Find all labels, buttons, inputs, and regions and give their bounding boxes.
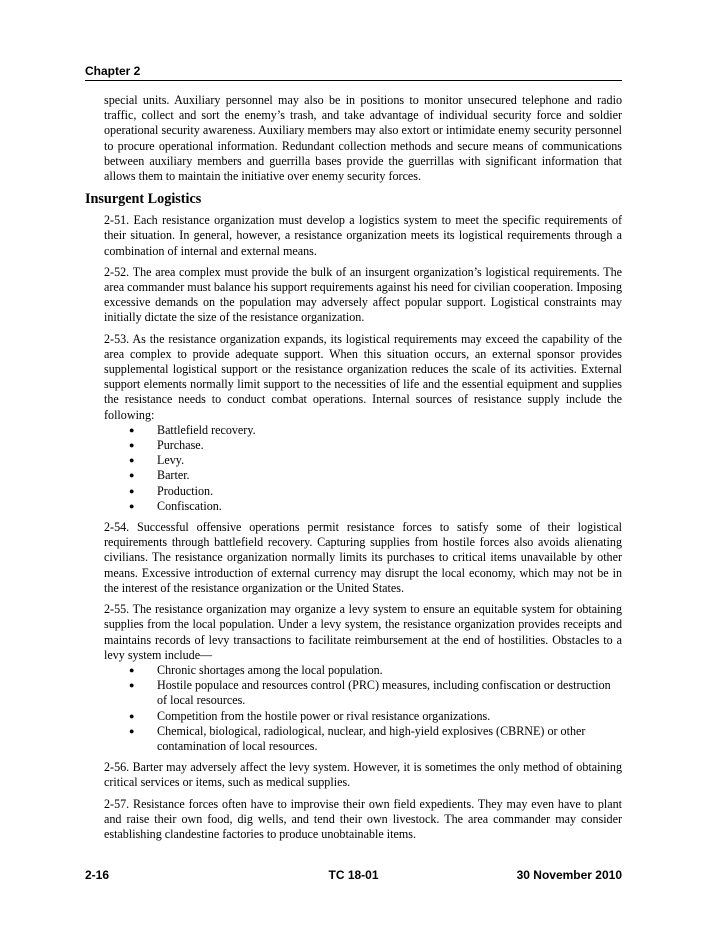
paragraph-2-57: 2-57. Resistance forces often have to improvise their own field expedients. They may even have to plant and raise their own food, dig wells, and tend their own livestock. The area commander may consider establishing clandestine factories to produce unobtainable items. — [104, 796, 622, 841]
chapter-label: Chapter 2 — [85, 64, 141, 78]
list-item: ● Purchase. — [104, 438, 622, 453]
list-item: ● Confiscation. — [104, 499, 622, 514]
list-item: ● Chronic shortages among the local population. — [104, 663, 622, 678]
intro-paragraph: special units. Auxiliary personnel may also be in positions to monitor unsecured telephone and radio traffic, collect and sort the enemy’s trash, and take advantage of individual security force and soldier operational security awareness. Auxiliary members may also extort or intimidate enemy security personnel to procure operational information. Redundant collection methods and secure means of communications between auxiliary members and guerrilla bases provide the guerrillas with significant information that allows them to maintain the initiative over enemy security forces. — [104, 93, 622, 184]
section-heading: Insurgent Logistics — [85, 191, 202, 208]
supply-sources-list — [104, 423, 622, 514]
paragraph-2-53: 2-53. As the resistance organization expands, its logistical requirements may exceed the capability of the area complex to provide adequate support. When this situation occurs, an external sponsor provides supplemental logistical support or the resistance organization reduces the scale of its activities. External support elements normally limit support to the necessities of life and the essential equipment and supplies the resistance needs to conduct combat operations. Internal sources of resistance supply include the following: — [104, 331, 622, 422]
paragraph-2-54: 2-54. Successful offensive operations permit resistance forces to satisfy some of their logistical requirements through battlefield recovery. Capturing supplies from hostile forces also avoids alienating civilians. The resistance organization normally limits its purchases to critical items unavailable by other means. Excessive introduction of external currency may disrupt the local economy, which may not be in the interest of the resistance organization or the United States. — [104, 520, 622, 595]
page-number: 2-16 — [85, 868, 110, 882]
paragraph-2-51: 2-51. Each resistance organization must develop a logistics system to meet the specific requirements of their situation. In general, however, a resistance organization meets its logistical requirements through a combination of internal and external means. — [104, 213, 622, 258]
list-item: ● Hostile populace and resources control (PRC) measures, including confiscation or destruction of local resources. — [104, 678, 622, 708]
list-item: ● Production. — [104, 484, 622, 499]
list-item: ● Battlefield recovery. — [104, 423, 622, 438]
paragraph-2-56: 2-56. Barter may adversely affect the levy system. However, it is sometimes the only method of obtaining critical services or items, such as medical supplies. — [104, 760, 622, 790]
running-header — [85, 64, 622, 81]
paragraph-2-55: 2-55. The resistance organization may organize a levy system to ensure an equitable system for obtaining supplies from the local population. Under a levy system, the resistance organization provides receipts and maintains records of levy transactions to facilitate reimbursement at the end of hostilities. Obstacles to a levy system include— — [104, 602, 622, 662]
publication-date: 30 November 2010 — [516, 868, 622, 882]
levy-obstacles-list — [104, 663, 622, 754]
paragraph-2-52: 2-52. The area complex must provide the bulk of an insurgent organization’s logistical requirements. The area commander must balance his support requirements against his need for civilian cooperation. Imposing excessive demands on the population may adversely affect popular support. Logistical constraints may initially dictate the size of the resistance organization. — [104, 264, 622, 325]
list-item: ● Levy. — [104, 453, 622, 468]
list-item: ● Chemical, biological, radiological, nuclear, and high-yield explosives (CBRNE) or other contamination of local resources. — [104, 724, 622, 754]
list-item: ● Barter. — [104, 468, 622, 483]
page-body — [85, 93, 622, 848]
document-id: TC 18-01 — [328, 868, 379, 882]
list-item: ● Competition from the hostile power or rival resistance organizations. — [104, 709, 622, 724]
